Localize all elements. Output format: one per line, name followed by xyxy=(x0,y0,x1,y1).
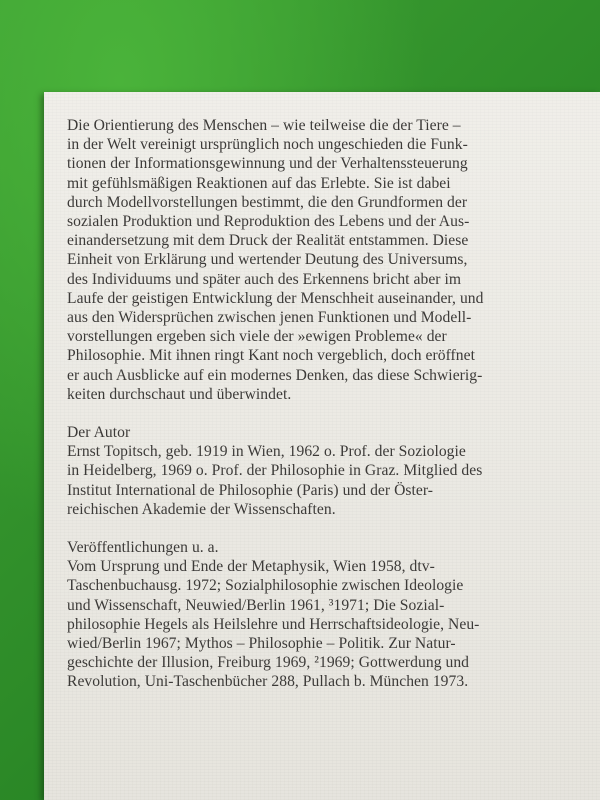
publications-heading: Veröffentlichungen u. a. xyxy=(67,539,219,557)
text-line: und Wissenschaft, Neuwied/Berlin 1961, ³1971; Die Sozial- xyxy=(67,596,445,614)
text-line: Einheit von Erklärung und wertender Deutung des Universums, xyxy=(67,251,468,269)
text-line: aus den Widersprüchen zwischen jenen Funktionen und Modell- xyxy=(67,309,472,327)
text-line: einandersetzung mit dem Druck der Realität entstammen. Diese xyxy=(67,232,469,250)
text-line: sozialen Produktion und Reproduktion des Lebens und der Aus- xyxy=(67,213,470,231)
publications-section xyxy=(67,538,600,692)
text-line: tionen der Informationsgewinnung und der Verhaltenssteuerung xyxy=(67,155,468,173)
text-line: wied/Berlin 1967; Mythos – Philosophie – Politik. Zur Natur- xyxy=(67,635,456,653)
description-paragraph xyxy=(67,116,600,404)
text-line: des Individuums und später auch des Erkennens bricht aber im xyxy=(67,270,462,288)
text-line: keiten durchschaut und überwindet. xyxy=(67,385,292,403)
text-line: durch Modellvorstellungen bestimmt, die den Grundformen der xyxy=(67,193,468,211)
text-line: in Heidelberg, 1969 o. Prof. der Philosophie in Graz. Mitglied des xyxy=(67,462,483,480)
text-line: Die Orientierung des Menschen – wie teilweise die der Tiere – xyxy=(67,117,461,134)
text-line: Philosophie. Mit ihnen ringt Kant noch vergeblich, doch eröffnet xyxy=(67,347,475,365)
text-line: Ernst Topitsch, geb. 1919 in Wien, 1962 o. Prof. der Soziologie xyxy=(67,443,466,461)
text-line: er auch Ausblicke auf ein modernes Denken, das diese Schwierig- xyxy=(67,366,483,384)
book-back-cover xyxy=(44,92,600,800)
text-line: vorstellungen ergeben sich viele der »ewigen Probleme« der xyxy=(67,328,447,346)
text-line: philosophie Hegels als Heilslehre und Herrschaftsideologie, Neu- xyxy=(67,615,480,633)
text-line: Revolution, Uni-Taschenbücher 288, Pullach b. München 1973. xyxy=(67,673,469,691)
author-section xyxy=(67,423,600,519)
text-line: Laufe der geistigen Entwicklung der Menschheit auseinander, und xyxy=(67,289,484,307)
author-heading: Der Autor xyxy=(67,424,131,442)
text-line: reichischen Akademie der Wissenschaften. xyxy=(67,500,336,518)
text-line: Vom Ursprung und Ende der Metaphysik, Wien 1958, dtv- xyxy=(67,558,435,576)
text-line: mit gefühlsmäßigen Reaktionen auf das Erlebte. Sie ist dabei xyxy=(67,174,451,192)
text-line: in der Welt vereinigt ursprünglich noch ungeschieden die Funk- xyxy=(67,136,468,154)
text-line: Taschenbuchausg. 1972; Sozialphilosophie zwischen Ideologie xyxy=(67,577,464,595)
text-line: Institut International de Philosophie (Paris) und der Öster- xyxy=(67,481,434,499)
text-line: geschichte der Illusion, Freiburg 1969, ²1969; Gottwerdung und xyxy=(67,654,470,672)
